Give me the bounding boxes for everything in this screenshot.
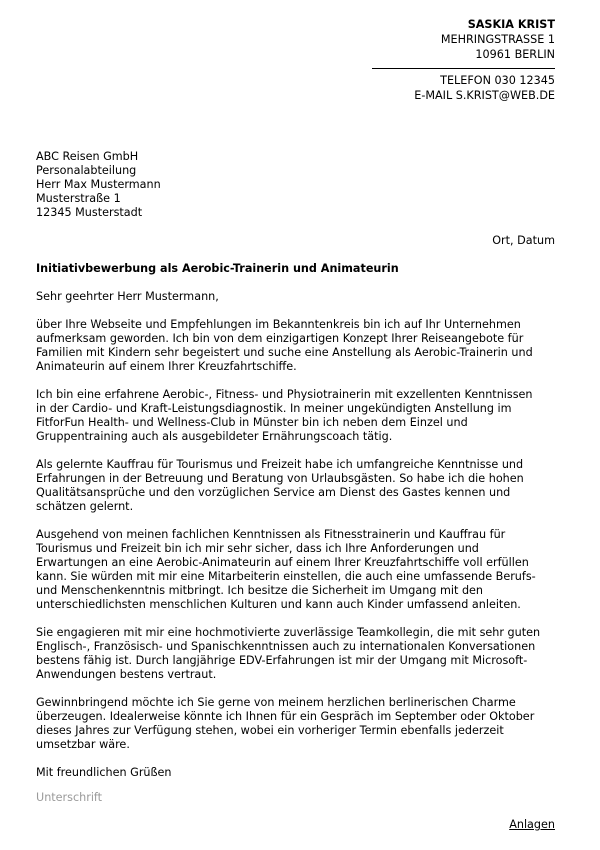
paragraph-line: schätzen gelernt. xyxy=(36,500,134,513)
sender-city: 10961 BERLIN xyxy=(475,48,555,61)
salutation: Sehr geehrter Herr Mustermann, xyxy=(36,290,219,303)
recipient-city: 12345 Musterstadt xyxy=(36,206,143,219)
attachments-link[interactable]: Anlagen xyxy=(509,818,555,831)
recipient-department: Personalabteilung xyxy=(36,164,137,177)
recipient-company: ABC Reisen GmbH xyxy=(36,150,139,163)
sender-divider xyxy=(372,68,555,69)
paragraph-line: Ich bin eine erfahrene Aerobic-, Fitness- und Physiotrainerin mit exzellenten Kenntnissen xyxy=(36,388,533,401)
sender-phone: TELEFON 030 12345 xyxy=(440,74,555,87)
paragraph-line: Gewinnbringend möchte ich Sie gerne von meinem herzlichen berlinerischen Charme xyxy=(36,696,516,709)
paragraph-line: Erwartungen an eine Aerobic-Animateurin auf einem Ihrer Kreuzfahrtschiffe voll erfüllen xyxy=(36,556,529,569)
sender-block xyxy=(441,17,555,62)
paragraph-line: überzeugen. Idealerweise könnte ich Ihnen für ein Gespräch im September oder Oktober xyxy=(36,710,535,723)
body-paragraph xyxy=(36,318,564,374)
letter-body xyxy=(36,290,564,780)
paragraph-line: Familien mit Kindern sehr begeistert und suche eine Anstellung als Aerobic-Trainerin und xyxy=(36,346,533,359)
paragraph-line: Gruppentraining auch als ausgebildeter Ernährungscoach tätig. xyxy=(36,430,393,443)
paragraph-line: und Menschenkenntnis mitbringt. Ich besitze die Sicherheit im Umgang mit den xyxy=(36,584,484,597)
signature-placeholder: Unterschrift xyxy=(36,791,103,804)
paragraph-line: umsetzbar wäre. xyxy=(36,738,130,751)
paragraph-line: über Ihre Webseite und Empfehlungen im Bekanntenkreis bin ich auf Ihr Unternehmen xyxy=(36,318,521,331)
letter-subject: Initiativbewerbung als Aerobic-Trainerin und Animateurin xyxy=(36,262,399,275)
paragraph-line: Erfahrungen in der Betreuung und Beratung von Urlaubsgästen. So habe ich die hohen xyxy=(36,472,524,485)
recipient-contact: Herr Max Mustermann xyxy=(36,178,161,191)
body-paragraph xyxy=(36,626,564,682)
body-paragraph xyxy=(36,458,564,514)
recipient-street: Musterstraße 1 xyxy=(36,192,121,205)
sender-email: E-MAIL S.KRIST@WEB.DE xyxy=(414,89,555,102)
paragraph-line: Englisch-, Französisch- und Spanischkenntnissen auch zu internationalen Konversationen xyxy=(36,640,536,653)
letter-date: Ort, Datum xyxy=(492,234,555,247)
paragraph-list xyxy=(36,318,564,752)
paragraph-line: Animateurin auf einem Ihrer Kreuzfahrtschiffe. xyxy=(36,360,297,373)
sender-street: MEHRINGSTRASSE 1 xyxy=(440,33,555,46)
paragraph-line: Qualitätsansprüche und den vorzüglichen Service am Dienst des Gastes kennen und xyxy=(36,486,511,499)
paragraph-line: Sie engagieren mit mir eine hochmotivierte zuverlässige Teamkollegin, die mit sehr guten xyxy=(36,626,541,639)
closing: Mit freundlichen Grüßen xyxy=(36,766,172,779)
paragraph-line: unterschiedlichsten menschlichen Kulturen und kann auch Kinder umfassend anleiten. xyxy=(36,598,521,611)
paragraph-line: kann. Sie würden mit mir eine Mitarbeiterin einstellen, die auch eine umfassende Berufs- xyxy=(36,570,536,583)
sender-name: SASKIA KRIST xyxy=(467,18,555,31)
sender-contact xyxy=(414,73,555,103)
recipient-block xyxy=(36,150,161,220)
paragraph-line: FitforFun Health- und Wellness-Club in Münster bin ich neben dem Einzel und xyxy=(36,416,468,429)
body-paragraph xyxy=(36,388,564,444)
body-paragraph xyxy=(36,696,564,752)
paragraph-line: aufmerksam geworden. Ich bin von dem einzigartigen Konzept Ihrer Reiseangebote für xyxy=(36,332,524,345)
paragraph-line: Anwendungen bestens vertraut. xyxy=(36,668,217,681)
body-paragraph xyxy=(36,528,564,612)
paragraph-line: Ausgehend von meinen fachlichen Kenntnissen als Fitnesstrainerin und Kauffrau für xyxy=(36,528,506,541)
paragraph-line: Tourismus und Freizeit bin ich mir sehr sicher, dass ich Ihre Anforderungen und xyxy=(36,542,479,555)
paragraph-line: in der Cardio- und Kraft-Leistungsdiagnostik. In meiner ungekündigten Anstellung im xyxy=(36,402,512,415)
paragraph-line: Als gelernte Kauffrau für Tourismus und Freizeit habe ich umfangreiche Kenntnisse und xyxy=(36,458,524,471)
paragraph-line: bestens fähig ist. Durch langjährige EDV-Erfahrungen ist mir der Umgang mit Microsoft- xyxy=(36,654,528,667)
paragraph-line: dieses Jahres zur Verfügung stehen, wobei ein vorheriger Termin ebenfalls jederzeit xyxy=(36,724,504,737)
